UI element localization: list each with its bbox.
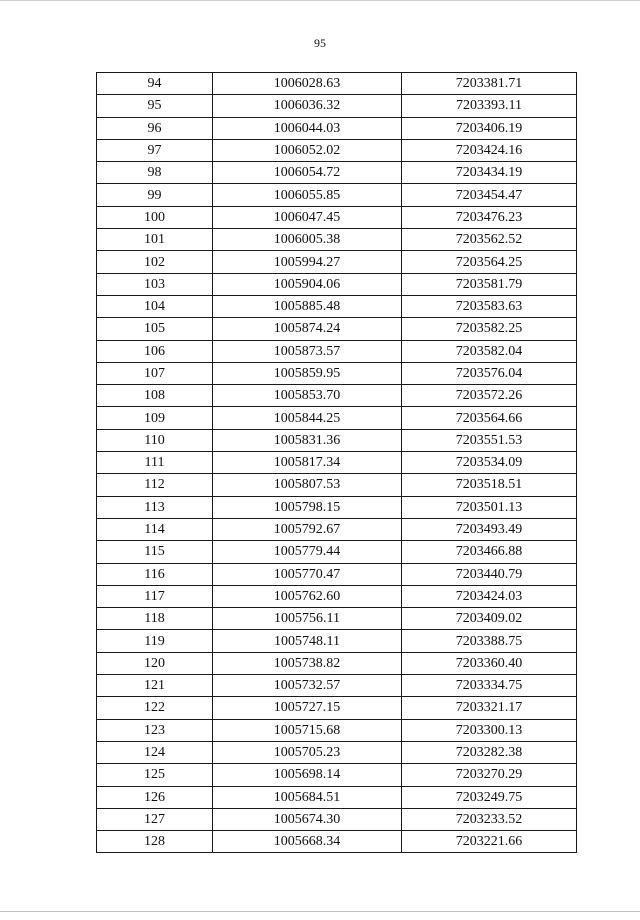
x-coordinate-cell: 1006036.32	[213, 95, 402, 117]
y-coordinate-cell: 7203424.16	[402, 139, 577, 161]
y-coordinate-cell: 7203476.23	[402, 206, 577, 228]
x-coordinate-cell: 1005798.15	[213, 496, 402, 518]
x-coordinate-cell: 1005698.14	[213, 764, 402, 786]
x-coordinate-cell: 1006044.03	[213, 117, 402, 139]
table-row	[97, 808, 577, 830]
x-coordinate-cell: 1005853.70	[213, 385, 402, 407]
x-coordinate-cell: 1005668.34	[213, 831, 402, 853]
point-number-cell: 109	[97, 407, 213, 429]
page-edge-top	[0, 0, 640, 1]
point-number-cell: 95	[97, 95, 213, 117]
y-coordinate-cell: 7203409.02	[402, 608, 577, 630]
point-number-cell: 125	[97, 764, 213, 786]
x-coordinate-cell: 1005779.44	[213, 541, 402, 563]
y-coordinate-cell: 7203454.47	[402, 184, 577, 206]
table-row	[97, 385, 577, 407]
x-coordinate-cell: 1005807.53	[213, 474, 402, 496]
y-coordinate-cell: 7203572.26	[402, 385, 577, 407]
point-number-cell: 118	[97, 608, 213, 630]
x-coordinate-cell: 1006028.63	[213, 73, 402, 95]
y-coordinate-cell: 7203564.25	[402, 251, 577, 273]
x-coordinate-cell: 1005792.67	[213, 518, 402, 540]
point-number-cell: 123	[97, 719, 213, 741]
y-coordinate-cell: 7203501.13	[402, 496, 577, 518]
point-number-cell: 99	[97, 184, 213, 206]
table-row	[97, 675, 577, 697]
table-row	[97, 73, 577, 95]
table-row	[97, 563, 577, 585]
table-row	[97, 273, 577, 295]
x-coordinate-cell: 1005738.82	[213, 652, 402, 674]
point-number-cell: 98	[97, 162, 213, 184]
x-coordinate-cell: 1005715.68	[213, 719, 402, 741]
x-coordinate-cell: 1005770.47	[213, 563, 402, 585]
table-row	[97, 117, 577, 139]
coordinates-table	[96, 72, 577, 853]
table-row	[97, 184, 577, 206]
point-number-cell: 107	[97, 362, 213, 384]
point-number-cell: 122	[97, 697, 213, 719]
point-number-cell: 113	[97, 496, 213, 518]
x-coordinate-cell: 1005748.11	[213, 630, 402, 652]
x-coordinate-cell: 1005684.51	[213, 786, 402, 808]
x-coordinate-cell: 1005732.57	[213, 675, 402, 697]
point-number-cell: 128	[97, 831, 213, 853]
y-coordinate-cell: 7203381.71	[402, 73, 577, 95]
point-number-cell: 127	[97, 808, 213, 830]
x-coordinate-cell: 1005859.95	[213, 362, 402, 384]
point-number-cell: 102	[97, 251, 213, 273]
x-coordinate-cell: 1006054.72	[213, 162, 402, 184]
y-coordinate-cell: 7203582.25	[402, 318, 577, 340]
y-coordinate-cell: 7203534.09	[402, 452, 577, 474]
point-number-cell: 101	[97, 229, 213, 251]
y-coordinate-cell: 7203270.29	[402, 764, 577, 786]
y-coordinate-cell: 7203583.63	[402, 295, 577, 317]
y-coordinate-cell: 7203434.19	[402, 162, 577, 184]
y-coordinate-cell: 7203334.75	[402, 675, 577, 697]
point-number-cell: 106	[97, 340, 213, 362]
coordinates-table-body	[97, 73, 577, 853]
table-row	[97, 719, 577, 741]
y-coordinate-cell: 7203388.75	[402, 630, 577, 652]
table-row	[97, 474, 577, 496]
y-coordinate-cell: 7203582.04	[402, 340, 577, 362]
x-coordinate-cell: 1006047.45	[213, 206, 402, 228]
point-number-cell: 110	[97, 429, 213, 451]
table-row	[97, 786, 577, 808]
point-number-cell: 94	[97, 73, 213, 95]
point-number-cell: 115	[97, 541, 213, 563]
y-coordinate-cell: 7203360.40	[402, 652, 577, 674]
point-number-cell: 117	[97, 585, 213, 607]
table-row	[97, 496, 577, 518]
table-row	[97, 429, 577, 451]
point-number-cell: 105	[97, 318, 213, 340]
point-number-cell: 116	[97, 563, 213, 585]
page-edge-bottom	[0, 911, 640, 912]
table-row	[97, 697, 577, 719]
x-coordinate-cell: 1005817.34	[213, 452, 402, 474]
y-coordinate-cell: 7203249.75	[402, 786, 577, 808]
table-row	[97, 630, 577, 652]
y-coordinate-cell: 7203576.04	[402, 362, 577, 384]
table-row	[97, 206, 577, 228]
point-number-cell: 97	[97, 139, 213, 161]
table-row	[97, 95, 577, 117]
table-row	[97, 340, 577, 362]
table-row	[97, 741, 577, 763]
table-row	[97, 362, 577, 384]
table-row	[97, 764, 577, 786]
point-number-cell: 114	[97, 518, 213, 540]
y-coordinate-cell: 7203424.03	[402, 585, 577, 607]
y-coordinate-cell: 7203562.52	[402, 229, 577, 251]
point-number-cell: 112	[97, 474, 213, 496]
y-coordinate-cell: 7203393.11	[402, 95, 577, 117]
point-number-cell: 119	[97, 630, 213, 652]
point-number-cell: 108	[97, 385, 213, 407]
x-coordinate-cell: 1005705.23	[213, 741, 402, 763]
table-row	[97, 652, 577, 674]
point-number-cell: 126	[97, 786, 213, 808]
table-row	[97, 541, 577, 563]
x-coordinate-cell: 1005904.06	[213, 273, 402, 295]
x-coordinate-cell: 1005727.15	[213, 697, 402, 719]
y-coordinate-cell: 7203581.79	[402, 273, 577, 295]
y-coordinate-cell: 7203564.66	[402, 407, 577, 429]
x-coordinate-cell: 1005831.36	[213, 429, 402, 451]
x-coordinate-cell: 1005885.48	[213, 295, 402, 317]
point-number-cell: 121	[97, 675, 213, 697]
y-coordinate-cell: 7203221.66	[402, 831, 577, 853]
point-number-cell: 96	[97, 117, 213, 139]
y-coordinate-cell: 7203300.13	[402, 719, 577, 741]
x-coordinate-cell: 1005762.60	[213, 585, 402, 607]
table-row	[97, 295, 577, 317]
x-coordinate-cell: 1006055.85	[213, 184, 402, 206]
y-coordinate-cell: 7203493.49	[402, 518, 577, 540]
table-row	[97, 139, 577, 161]
y-coordinate-cell: 7203466.88	[402, 541, 577, 563]
y-coordinate-cell: 7203551.53	[402, 429, 577, 451]
table-row	[97, 162, 577, 184]
x-coordinate-cell: 1006052.02	[213, 139, 402, 161]
point-number-cell: 111	[97, 452, 213, 474]
table-row	[97, 318, 577, 340]
table-row	[97, 229, 577, 251]
page-number: 95	[314, 36, 326, 50]
x-coordinate-cell: 1005873.57	[213, 340, 402, 362]
y-coordinate-cell: 7203518.51	[402, 474, 577, 496]
x-coordinate-cell: 1005874.24	[213, 318, 402, 340]
x-coordinate-cell: 1005994.27	[213, 251, 402, 273]
table-row	[97, 407, 577, 429]
point-number-cell: 100	[97, 206, 213, 228]
point-number-cell: 124	[97, 741, 213, 763]
y-coordinate-cell: 7203282.38	[402, 741, 577, 763]
table-row	[97, 251, 577, 273]
table-row	[97, 608, 577, 630]
y-coordinate-cell: 7203406.19	[402, 117, 577, 139]
table-row	[97, 585, 577, 607]
point-number-cell: 120	[97, 652, 213, 674]
y-coordinate-cell: 7203233.52	[402, 808, 577, 830]
table-row	[97, 831, 577, 853]
x-coordinate-cell: 1005844.25	[213, 407, 402, 429]
x-coordinate-cell: 1005674.30	[213, 808, 402, 830]
y-coordinate-cell: 7203321.17	[402, 697, 577, 719]
point-number-cell: 104	[97, 295, 213, 317]
table-row	[97, 518, 577, 540]
y-coordinate-cell: 7203440.79	[402, 563, 577, 585]
x-coordinate-cell: 1006005.38	[213, 229, 402, 251]
table-row	[97, 452, 577, 474]
point-number-cell: 103	[97, 273, 213, 295]
x-coordinate-cell: 1005756.11	[213, 608, 402, 630]
